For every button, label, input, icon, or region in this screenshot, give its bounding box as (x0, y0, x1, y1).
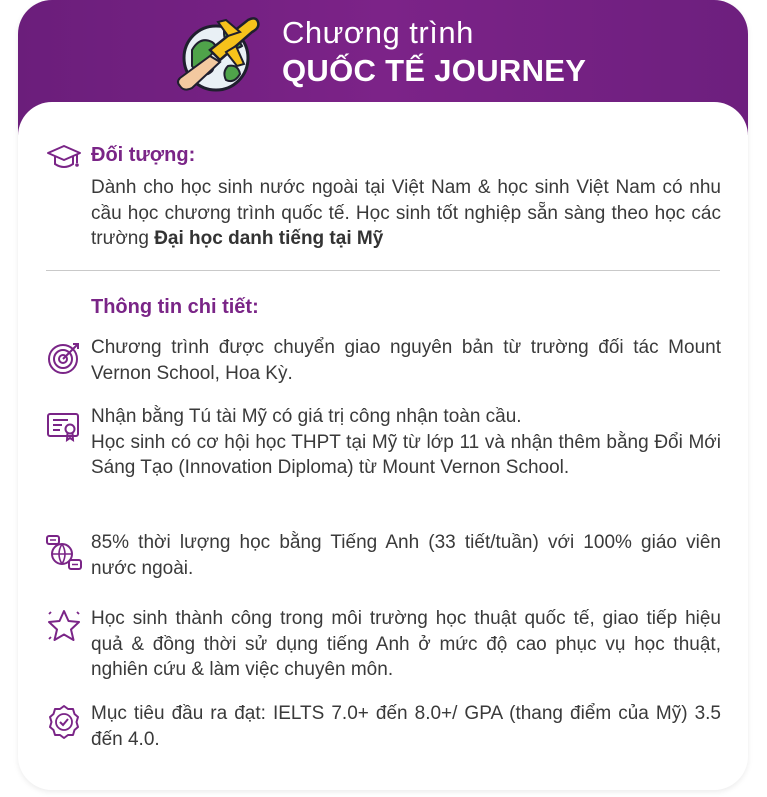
target-description (91, 175, 721, 252)
award-badge-icon (46, 704, 82, 740)
title-line-1: Chương trình (282, 15, 474, 50)
graduation-cap-icon (46, 140, 82, 176)
section-divider (46, 270, 720, 271)
target-icon (46, 340, 82, 376)
certificate-icon (46, 409, 82, 445)
global-chat-icon (46, 535, 82, 571)
detail-item-2-line-1: Nhận bằng Tú tài Mỹ có giá trị công nhận toàn cầu. (91, 406, 522, 427)
target-text-bold: Đại học danh tiếng tại Mỹ (154, 228, 384, 249)
star-icon (46, 608, 82, 644)
program-card (18, 0, 748, 790)
detail-item-2-line-2: Học sinh có cơ hội học THPT tại Mỹ từ lớp 11 và nhận thêm bằng Đổi Mới Sáng Tạo (Innovation Diploma) từ Mount Vernon School. (91, 431, 721, 478)
detail-item-4: Học sinh thành công trong môi trường học thuật quốc tế, giao tiếp hiệu quả & đồng thời sử dụng tiếng Anh ở mức độ cao phục vụ học thuật, nghiên cứu & làm việc chuyên môn. (91, 608, 721, 680)
globe-airplane-icon (170, 10, 270, 96)
target-heading: Đối tượng: (91, 144, 196, 166)
detail-item-5: Mục tiêu đầu ra đạt: IELTS 7.0+ đến 8.0+/ GPA (thang điểm của Mỹ) 3.5 đến 4.0. (91, 703, 721, 750)
detail-item-2 (91, 404, 721, 481)
content-panel (18, 102, 748, 790)
details-heading: Thông tin chi tiết: (91, 296, 259, 318)
detail-item-3: 85% thời lượng học bằng Tiếng Anh (33 tiết/tuần) với 100% giáo viên nước ngoài. (91, 532, 721, 579)
title-line-2: QUỐC TẾ JOURNEY (282, 53, 587, 88)
detail-item-1: Chương trình được chuyển giao nguyên bản từ trường đối tác Mount Vernon School, Hoa Kỳ. (91, 337, 721, 384)
target-text: Dành cho học sinh nước ngoài tại Việt Nam & học sinh Việt Nam có nhu cầu học chương trình quốc tế. Học sinh tốt nghiệp sẵn sàng theo học các trường (91, 177, 721, 249)
